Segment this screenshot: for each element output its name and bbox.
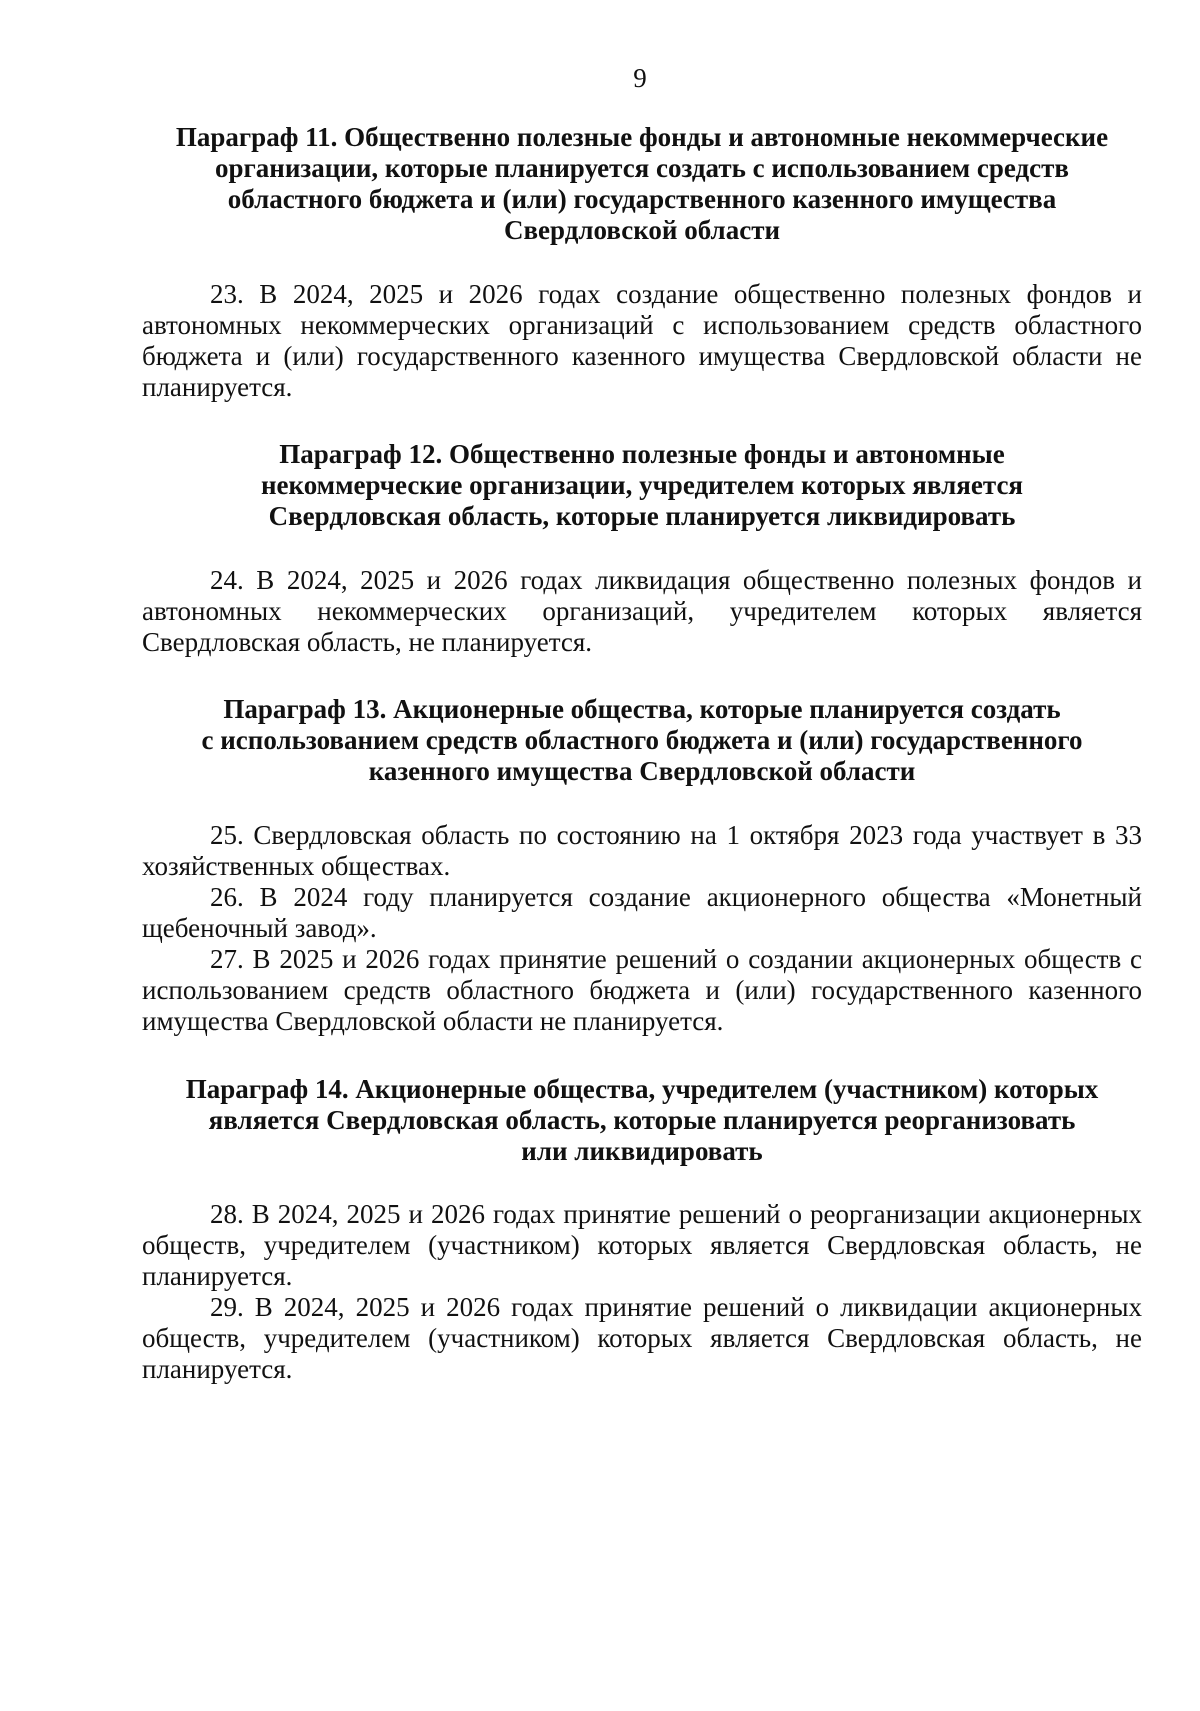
heading-line: или ликвидировать <box>521 1136 763 1166</box>
heading-line: Свердловской области <box>503 215 781 245</box>
heading-line: Параграф 13. Акционерные общества, которые планируется создать <box>223 694 1061 724</box>
page-number: 9 <box>633 63 647 93</box>
heading-line: Свердловская область, которые планируется ликвидировать <box>268 501 1016 531</box>
clause-25: 25. Свердловская область по состоянию на 1 октября 2023 года участвует в 33 хозяйственных обществах. <box>142 820 1142 881</box>
heading-line: Параграф 11. Общественно полезные фонды и автономные некоммерческие <box>175 122 1109 152</box>
clause-27: 27. В 2025 и 2026 годах принятие решений о создании акционерных обществ с использованием средств областного бюджета и (или) государственного казенного имущества Свердловской области не планируется. <box>142 944 1142 1036</box>
document-body <box>142 122 1142 1385</box>
heading-line: казенного имущества Свердловской области <box>368 756 916 786</box>
heading-line: Параграф 14. Акционерные общества, учредителем (участником) которых <box>185 1074 1099 1104</box>
heading-line: является Свердловская область, которые планируется реорганизовать <box>208 1105 1076 1135</box>
clause-23: 23. В 2024, 2025 и 2026 годах создание общественно полезных фондов и автономных некоммерческих организаций с использованием средств областного бюджета и (или) государственного казенного имущества Свердловской области не планируется. <box>142 279 1142 402</box>
clause-26: 26. В 2024 году планируется создание акционерного общества «Монетный щебеночный завод». <box>142 882 1142 943</box>
section-heading-13 <box>142 694 1142 787</box>
section-heading-14 <box>142 1074 1142 1167</box>
clause-28: 28. В 2024, 2025 и 2026 годах принятие решений о реорганизации акционерных обществ, учредителем (участником) которых является Свердловская область, не планируется. <box>142 1199 1142 1291</box>
section-heading-11 <box>142 122 1142 246</box>
section-heading-12 <box>142 439 1142 532</box>
heading-line: организации, которые планируется создать с использованием средств <box>214 153 1069 183</box>
heading-line: некоммерческие организации, учредителем которых является <box>260 470 1024 500</box>
clause-29: 29. В 2024, 2025 и 2026 годах принятие решений о ликвидации акционерных обществ, учредителем (участником) которых является Свердловская область, не планируется. <box>142 1292 1142 1384</box>
heading-line: областного бюджета и (или) государственного казенного имущества <box>227 184 1057 214</box>
heading-line: с использованием средств областного бюджета и (или) государственного <box>201 725 1083 755</box>
heading-line: Параграф 12. Общественно полезные фонды и автономные <box>279 439 1005 469</box>
clause-24: 24. В 2024, 2025 и 2026 годах ликвидация общественно полезных фондов и автономных некоммерческих организаций, учредителем которых является Свердловская область, не планируется. <box>142 565 1142 657</box>
